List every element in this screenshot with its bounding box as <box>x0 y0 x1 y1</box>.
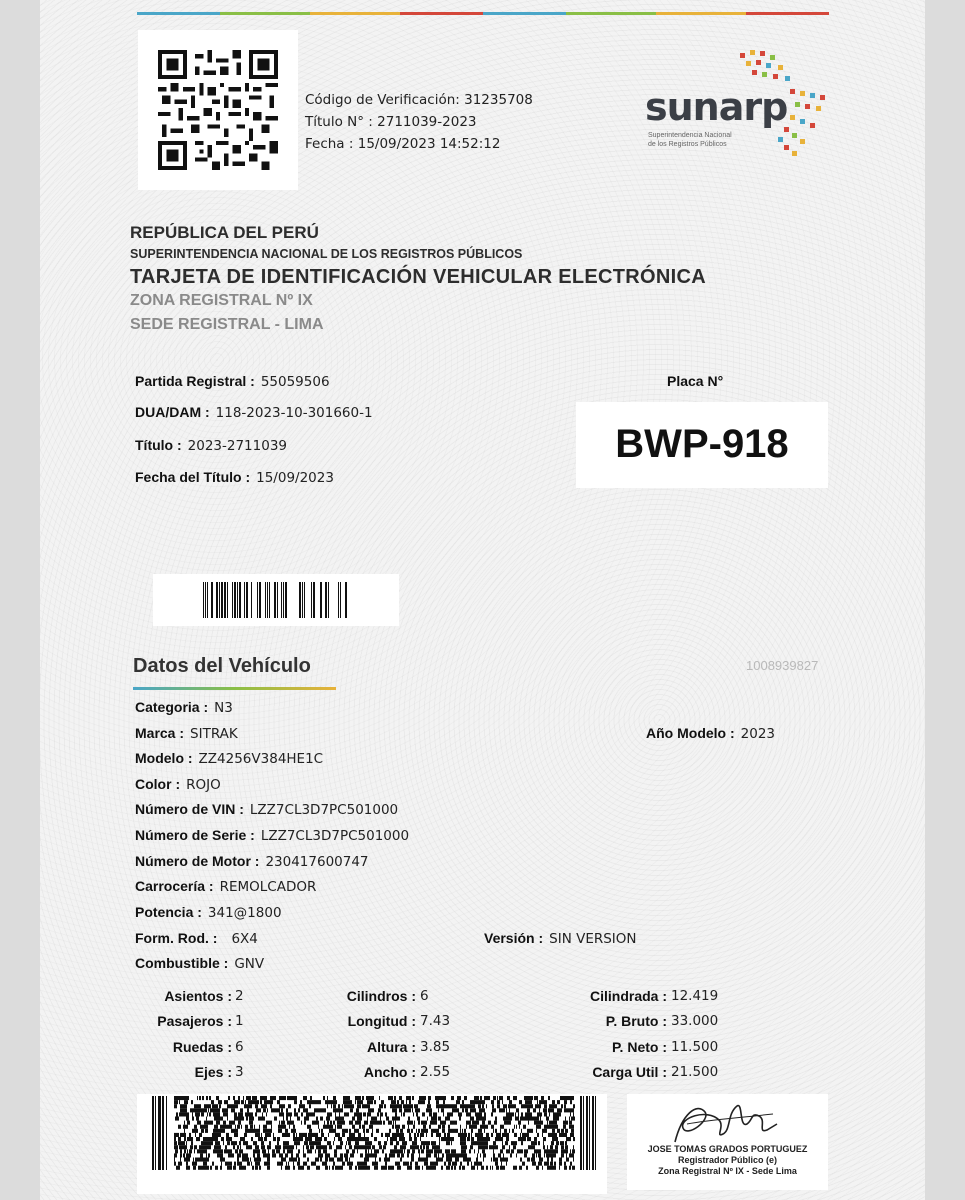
partida-label: Partida Registral : <box>135 373 255 389</box>
formrod-label: Form. Rod. : <box>135 930 218 946</box>
titulo-label: Título : <box>135 437 182 453</box>
titulo-number: 2711039-2023 <box>377 114 477 130</box>
color-value: ROJO <box>186 777 221 793</box>
date-value: 15/09/2023 14:52:12 <box>357 136 501 152</box>
verification-block <box>305 89 533 155</box>
carroceria-row <box>135 878 316 895</box>
motor-label: Número de Motor : <box>135 853 260 869</box>
anio-row <box>646 725 775 742</box>
carroceria-label: Carrocería : <box>135 878 214 894</box>
pdf417-barcode-icon <box>152 1096 597 1170</box>
longitud-label: Longitud : <box>347 1013 416 1029</box>
altura-value: 3.85 <box>420 1039 451 1055</box>
republica-heading: REPÚBLICA DEL PERÚ <box>130 223 319 242</box>
pbruto-value: 33.000 <box>671 1013 719 1029</box>
sede-heading: SEDE REGISTRAL - LIMA <box>130 316 324 333</box>
carga-value: 21.500 <box>671 1064 719 1080</box>
pasajeros-label: Pasajeros : <box>157 1013 232 1029</box>
qr-code <box>138 30 298 190</box>
color-stripe <box>137 12 829 15</box>
section-title: Datos del Vehículo <box>133 655 311 677</box>
formrod-row <box>135 930 258 947</box>
marca-value: SITRAK <box>190 726 238 742</box>
titulo-number-label: Título N° : <box>305 114 373 130</box>
logo-subtitle <box>648 131 732 149</box>
titulo-row <box>135 437 287 454</box>
marca-row <box>135 725 238 742</box>
dua-value: 118-2023-10-301660-1 <box>215 405 373 421</box>
ejes-value: 3 <box>235 1064 244 1080</box>
signature-block <box>627 1094 828 1190</box>
formrod-value: 6X4 <box>231 931 258 947</box>
barcode <box>153 574 399 626</box>
placa-label: Placa N° <box>667 373 724 389</box>
modelo-label: Modelo : <box>135 750 193 766</box>
signer-zone: Zona Registral Nº IX - Sede Lima <box>658 1166 797 1176</box>
color-row <box>135 776 221 793</box>
partida-value: 55059506 <box>260 374 330 390</box>
version-row <box>484 930 637 947</box>
combustible-label: Combustible : <box>135 955 229 971</box>
pneto-value: 11.500 <box>671 1039 719 1055</box>
altura-label: Altura : <box>367 1039 416 1055</box>
document-code: 1008939827 <box>746 658 819 673</box>
potencia-row <box>135 904 282 921</box>
ruedas-label: Ruedas : <box>172 1039 232 1055</box>
carroceria-value: REMOLCADOR <box>219 879 317 895</box>
titulo-value: 2023-2711039 <box>187 438 288 454</box>
categoria-label: Categoria : <box>135 699 209 715</box>
cilindrada-label: Cilindrada : <box>589 988 667 1004</box>
pbruto-label: P. Bruto : <box>605 1013 667 1029</box>
superintendencia-heading: SUPERINTENDENCIA NACIONAL DE LOS REGISTROS PÚBLICOS <box>130 247 523 261</box>
modelo-row <box>135 750 323 767</box>
serie-label: Número de Serie : <box>135 827 255 843</box>
vin-row <box>135 801 398 818</box>
signer-name: JOSE TOMAS GRADOS PORTUGUEZ <box>647 1144 808 1154</box>
qr-code-icon <box>158 50 278 170</box>
serie-row <box>135 827 409 844</box>
version-value: SIN VERSION <box>549 931 637 947</box>
potencia-label: Potencia : <box>135 904 202 920</box>
section-underline <box>133 687 336 690</box>
asientos-value: 2 <box>235 988 244 1004</box>
ejes-label: Ejes : <box>194 1064 232 1080</box>
categoria-value: N3 <box>214 700 233 716</box>
modelo-value: ZZ4256V384HE1C <box>198 751 324 767</box>
partida-row <box>135 373 330 390</box>
zona-heading: ZONA REGISTRAL Nº IX <box>130 292 313 309</box>
asientos-label: Asientos : <box>164 988 232 1004</box>
dua-row <box>135 404 373 421</box>
signer-info <box>627 1144 828 1177</box>
carga-label: Carga Util : <box>592 1064 667 1080</box>
placa-value: BWP-918 <box>615 422 789 466</box>
fecha-titulo-row <box>135 469 334 486</box>
pdf417-barcode <box>137 1094 607 1194</box>
logo-subtitle-line-1: Superintendencia Nacional <box>648 132 732 139</box>
cilindros-label: Cilindros : <box>346 988 416 1004</box>
pneto-label: P. Neto : <box>612 1039 667 1055</box>
pasajeros-value: 1 <box>235 1013 244 1029</box>
vin-value: LZZ7CL3D7PC501000 <box>249 802 399 818</box>
longitud-value: 7.43 <box>420 1013 451 1029</box>
verification-label: Código de Verificación: <box>305 92 460 108</box>
fecha-titulo-value: 15/09/2023 <box>256 470 334 486</box>
fecha-titulo-label: Fecha del Título : <box>135 469 251 485</box>
serie-value: LZZ7CL3D7PC501000 <box>260 828 410 844</box>
categoria-row <box>135 699 233 716</box>
combustible-value: GNV <box>234 956 265 972</box>
anio-value: 2023 <box>740 726 776 742</box>
motor-row <box>135 853 369 870</box>
verification-code: 31235708 <box>464 92 533 108</box>
anio-label: Año Modelo : <box>646 725 735 741</box>
potencia-value: 341@1800 <box>207 905 282 921</box>
ruedas-value: 6 <box>235 1039 244 1055</box>
dua-label: DUA/DAM : <box>135 404 210 420</box>
tarjeta-heading: TARJETA DE IDENTIFICACIÓN VEHICULAR ELECTRÓNICA <box>130 266 706 288</box>
ancho-value: 2.55 <box>420 1064 451 1080</box>
cilindros-value: 6 <box>420 988 429 1004</box>
logo-wordmark: sunarp <box>645 85 788 129</box>
marca-label: Marca : <box>135 725 185 741</box>
placa-box <box>576 402 828 488</box>
signer-role: Registrador Público (e) <box>677 1155 777 1165</box>
sunarp-logo <box>640 45 840 160</box>
combustible-row <box>135 955 264 972</box>
ancho-label: Ancho : <box>363 1064 416 1080</box>
color-label: Color : <box>135 776 181 792</box>
version-label: Versión : <box>484 930 544 946</box>
cilindrada-value: 12.419 <box>671 988 719 1004</box>
logo-subtitle-line-2: de los Registros Públicos <box>648 141 727 148</box>
date-label: Fecha : <box>305 136 354 152</box>
vin-label: Número de VIN : <box>135 801 244 817</box>
motor-value: 230417600747 <box>265 854 369 870</box>
barcode-icon <box>203 582 349 618</box>
